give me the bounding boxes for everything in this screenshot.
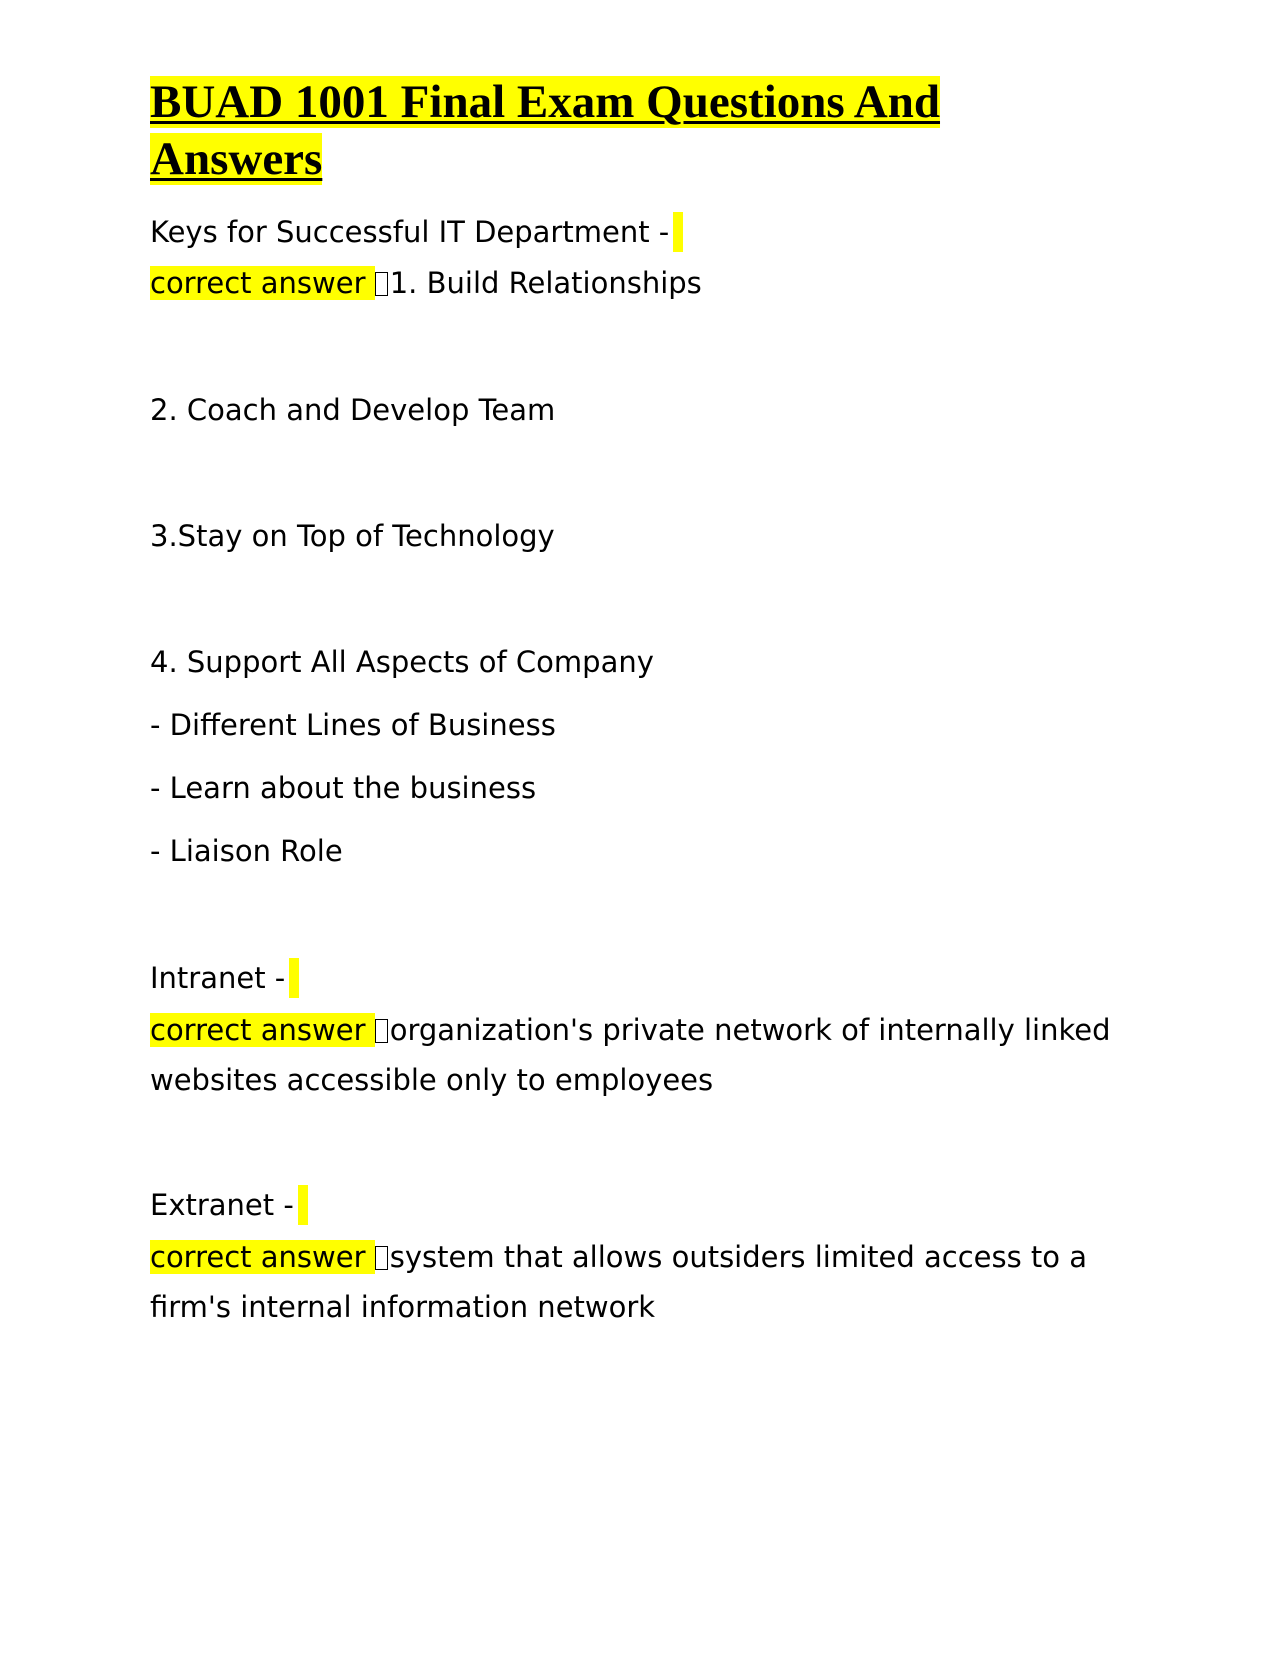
highlight-marker xyxy=(298,1185,308,1225)
question-keys-it-department xyxy=(150,212,683,252)
missing-glyph-icon xyxy=(375,272,388,296)
highlight-marker xyxy=(289,958,299,998)
document-title xyxy=(150,74,1110,188)
question-text: Intranet - xyxy=(150,961,286,995)
question-text: Keys for Successful IT Department - xyxy=(150,215,670,249)
question-extranet xyxy=(150,1185,308,1225)
highlight-marker xyxy=(673,212,683,252)
correct-answer-label-text: correct answer xyxy=(150,266,366,300)
list-item: - Different Lines of Business xyxy=(150,708,556,742)
question-intranet xyxy=(150,958,299,998)
list-item: - Learn about the business xyxy=(150,771,537,805)
correct-answer-label-text: correct answer xyxy=(150,1240,366,1274)
answer-keys-it-department xyxy=(150,265,702,301)
correct-answer-label-text: correct answer xyxy=(150,1013,366,1047)
answer-text: system that allows outsiders limited access to a firm's internal information network xyxy=(150,1240,1088,1324)
answer-text: organization's private network of internally linked websites accessible only to employees xyxy=(150,1013,1111,1097)
correct-answer-label xyxy=(150,1013,375,1047)
correct-answer-label xyxy=(150,1240,375,1274)
question-text: Extranet - xyxy=(150,1188,294,1222)
answer-text: 1. Build Relationships xyxy=(389,266,702,300)
document-title-text: BUAD 1001 Final Exam Questions And Answers xyxy=(150,76,941,185)
list-item: 4. Support All Aspects of Company xyxy=(150,645,654,679)
answer-intranet xyxy=(150,1005,1130,1105)
list-item: 2. Coach and Develop Team xyxy=(150,393,556,427)
list-item: 3.Stay on Top of Technology xyxy=(150,519,555,553)
missing-glyph-icon xyxy=(375,1246,388,1270)
list-item: - Liaison Role xyxy=(150,834,343,868)
answer-extranet xyxy=(150,1232,1130,1332)
correct-answer-label xyxy=(150,266,375,300)
missing-glyph-icon xyxy=(375,1019,388,1043)
